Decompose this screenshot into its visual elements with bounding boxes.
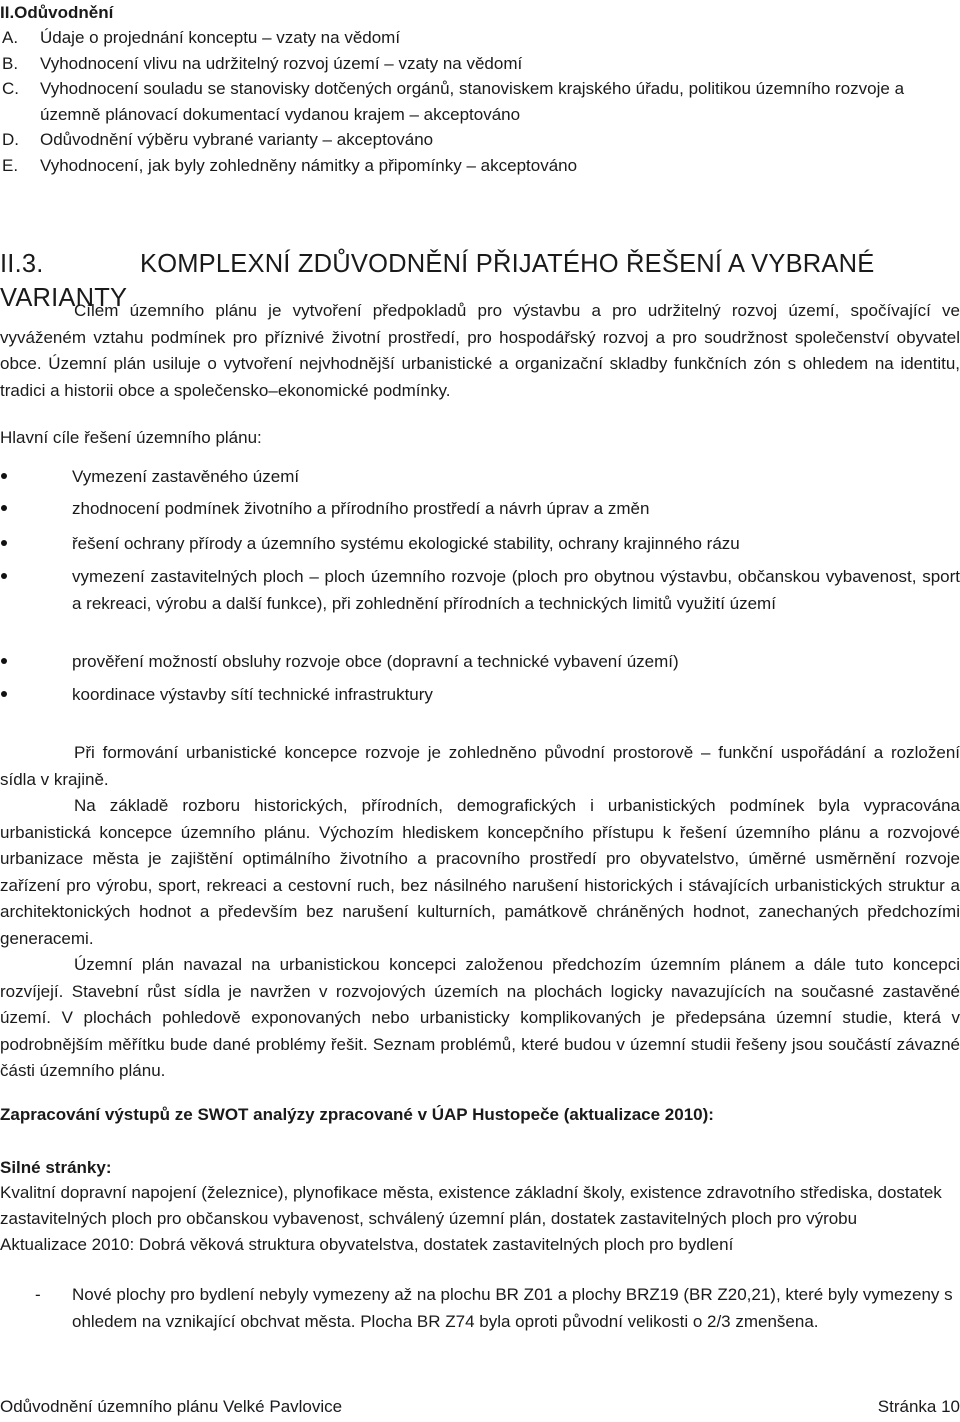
footer-page-number: Stránka 10: [877, 1397, 960, 1416]
footer-document-title: Odůvodnění územního plánu Velké Pavlovice: [0, 1397, 343, 1416]
odu-item-letter: B.: [2, 53, 19, 73]
update-text: Aktualizace 2010: Dobrá věková struktura obyvatelstva, dostatek zastavitelných ploch pro bydlení: [0, 1235, 734, 1254]
odu-item-text: Vyhodnocení vlivu na udržitelný rozvoj území – vzaty na vědomí: [40, 53, 523, 73]
concept-block: [0, 740, 960, 1085]
goal-item: [0, 531, 960, 558]
section-number: II.3.: [0, 250, 44, 278]
dash-marker: -: [35, 1285, 41, 1304]
odu-item-a: [0, 25, 960, 51]
goal-text: řešení ochrany přírody a územního systému ekologické stability, ochrany krajinného rázu: [72, 534, 740, 553]
goal-text: prověření možností obsluhy rozvoje obce (dopravní a technické vybavení území): [72, 652, 679, 671]
bullet-icon: [0, 531, 72, 558]
odu-item-letter: E.: [2, 155, 19, 175]
section-title: KOMPLEXNÍ ZDŮVODNĚNÍ PŘIJATÉHO ŘEŠENÍ A VYBRANÉ VARIANTY: [0, 250, 875, 312]
dash-text: Nové plochy pro bydlení nebyly vymezeny až na plochu BR Z01 a plochy BRZ19 (BR Z20,21), které byly vymezeny s ohledem na vznikající obchvat města. Plocha BR Z74 byla oproti původní velikosti o 2/3 zmenšena.: [72, 1285, 953, 1331]
swot-heading: Zapracování výstupů ze SWOT analýzy zpracované v ÚAP Hustopeče (aktualizace 2010):: [0, 1105, 714, 1124]
odu-item-text: Údaje o projednání konceptu – vzaty na vědomí: [40, 28, 401, 47]
odu-item-letter: C.: [2, 79, 19, 98]
bullet-icon: [0, 649, 72, 676]
odu-item-text: Vyhodnocení, jak byly zohledněny námitky a připomínky – akceptováno: [40, 155, 578, 175]
intro-paragraph: Cílem územního plánu je vytvoření předpokladů pro výstavbu a pro udržitelný rozvoj území, spočívající ve vyváženém vztahu podmínek pro příznivé životní prostředí, pro hospodářský rozvoj a pro soudržnost společenství obyvatel obce. Územní plán usiluje o vytvoření nejvhodnější urbanistické a organizační skladby funkčních zón s ohledem na identitu, tradici a historii obce a společensko–ekonomické podmínky.: [0, 301, 960, 400]
odu-item-e: [0, 153, 960, 179]
odu-item-letter: A.: [2, 28, 19, 47]
strengths-text: Kvalitní dopravní napojení (železnice), plynofikace města, existence základní školy, existence zdravotního střediska, dostatek zastavitelných ploch pro občanskou vybavenost, schválený územní plán, dostatek zastavitelných ploch pro výrobu: [0, 1183, 942, 1228]
goal-item: [0, 682, 960, 709]
concept-paragraph-3: Územní plán navazal na urbanistickou koncepci založenou předchozím územním plánem a dále tuto koncepci rozvíjejí. Stavební růst sídla je navržen v rozvojových územích na plochách logicky navazujících na současné zastavěné území. V plochách pohledově exponovaných nebo urbanisticky komplikovaných je předepsána územní studie, která v podrobnějším měřítku bude dané problémy řešit. Seznam problémů, které budou v územní studii řešeny jsou součástí závazné části územního plánu.: [0, 955, 960, 1080]
goal-item: [0, 496, 960, 523]
goal-text: Vymezení zastavěného území: [72, 467, 300, 486]
odu-item-text: Vyhodnocení souladu se stanovisky dotčených orgánů, stanoviskem krajského úřadu, politikou územního rozvoje a územně plánovací dokumentací vydanou krajem – akceptováno: [40, 79, 905, 124]
odu-item-c: [0, 76, 960, 127]
intro-block: [0, 298, 960, 404]
strengths-label: Silné stránky:: [0, 1158, 112, 1177]
strengths-block: [0, 1180, 960, 1258]
concept-paragraph-2: Na základě rozboru historických, přírodních, demografických i urbanistických podmínek byla vypracována urbanistická koncepce územního plánu. Výchozím hlediskem koncepčního přístupu k řešení územního plánu a rozvojové urbanizace města je zajištění optimálního životního a pracovního prostředí pro obyvatelstvo, úměrné usměrnění rozvoje zařízení pro výrobu, sport, rekreaci a cestovní ruch, bez násilného narušení historických i stávajících urbanistických struktur a architektonických hodnot a především bez narušení kulturních, památkově chráněných hodnot, zanechaných předchozími generacemi.: [0, 796, 960, 948]
goal-item: [0, 464, 960, 491]
odu-item-b: [0, 51, 960, 77]
goals-intro: Hlavní cíle řešení územního plánu:: [0, 428, 262, 447]
odu-title: II.Odůvodnění: [0, 3, 114, 22]
dash-item: [0, 1282, 960, 1335]
odu-item-d: [0, 127, 960, 153]
bullet-icon: [0, 682, 72, 709]
odu-item-text: Odůvodnění výběru vybrané varianty – akceptováno: [40, 130, 434, 149]
goal-text: vymezení zastavitelných ploch – ploch územního rozvoje (ploch pro obytnou výstavbu, občanskou vybavenost, sport a rekreaci, výrobu a další funkce), při zohlednění přírodních a technických limitů využití území: [72, 567, 960, 613]
odu-list: [0, 25, 960, 178]
bullet-icon: [0, 464, 72, 491]
bullet-icon: [0, 564, 72, 617]
bullet-icon: [0, 496, 72, 523]
odu-item-letter: D.: [2, 130, 19, 149]
goal-text: zhodnocení podmínek životního a přírodního prostředí a návrh úprav a změn: [72, 499, 650, 518]
page-footer: [0, 1392, 960, 1422]
concept-paragraph-1: Při formování urbanistické koncepce rozvoje je zohledněno původní prostorově – funkční uspořádání a rozložení sídla v krajině.: [0, 743, 960, 789]
goal-item: [0, 649, 960, 676]
goal-item: [0, 564, 960, 617]
goal-text: koordinace výstavby sítí technické infrastruktury: [72, 685, 433, 704]
